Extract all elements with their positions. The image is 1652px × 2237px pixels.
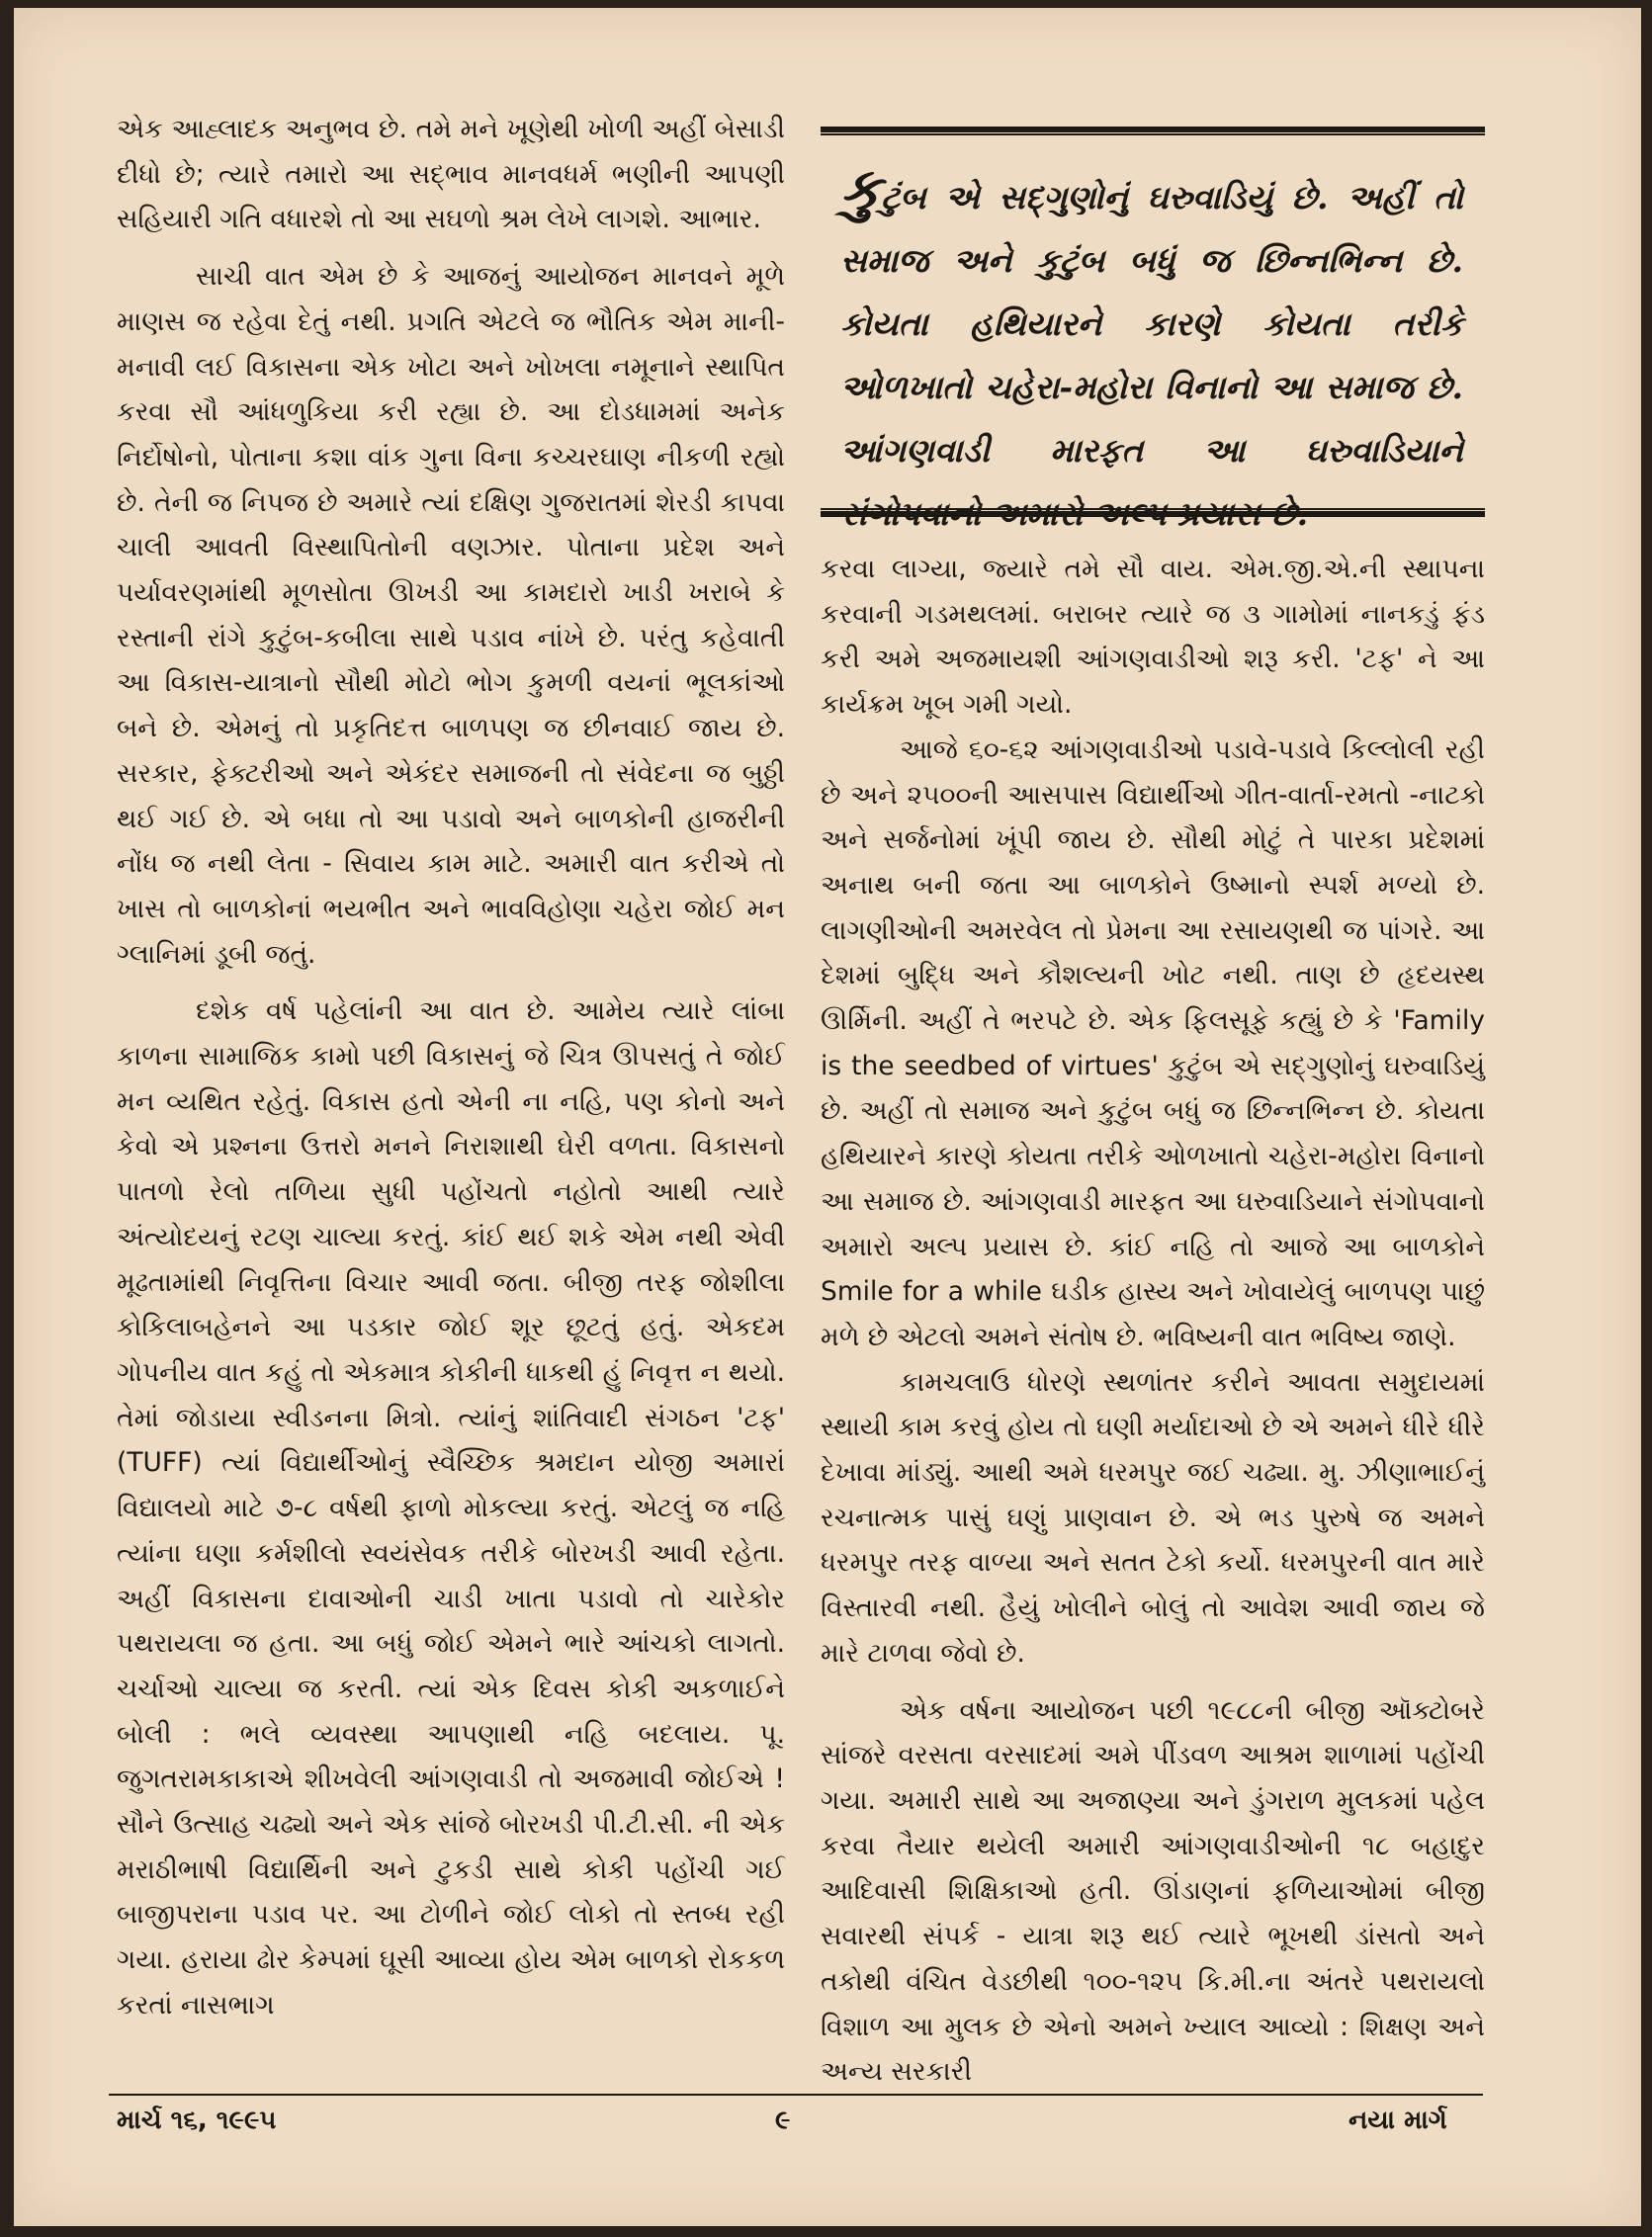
footer-date: માર્ચ ૧૬, ૧૯૯૫: [117, 2106, 277, 2135]
drop-cap: કુ: [840, 155, 881, 222]
footer-rule: [109, 2094, 1483, 2096]
pull-quote-box: [821, 127, 1485, 533]
paragraph: કામચલાઉ ધોરણે સ્થળાંતર કરીને આવતા સમુદાયમાં સ્થાયી કામ કરવું હોય તો ઘણી મર્યાદાઓ છે એ અમને ધીરે ધીરે દેખાવા માંડ્યું. આથી અમે ધરમપુર જઈ ચઢ્યા. મુ. ઝીણાભાઈનું રચનાત્મક પાસું ઘણું પ્રાણવાન છે. એ ભડ પુરુષે જ અમને ધરમપુર તરફ વાળ્યા અને સતત ટેકો કર્યો. ધરમપુરની વાત મારે વિસ્તારવી નથી. હૈયું ખોલીને બોલું તો આવેશ આવી જાય જે મારે ટાળવા જેવો છે.: [821, 1366, 1485, 1669]
right-column: [821, 547, 1485, 2095]
left-column: [117, 107, 785, 2028]
paragraph: એક વર્ષના આયોજન પછી ૧૯૮૮ની બીજી ઑક્ટોબરે સાંજરે વરસતા વરસાદમાં અમે પીંડવળ આશ્રમ શાળામાં પહોંચી ગયા. અમારી સાથે આ અજાણ્યા અને ડુંગરાળ મુલકમાં પહેલ કરવા તૈયાર થયેલી અમારી આંગણવાડીઓની ૧૮ બહાદુર આદિવાસી શિક્ષિકાઓ હતી. ઊંડાણનાં ફળિયાઓમાં બીજી સવારથી સંપર્ક - યાત્રા શરૂ થઈ ત્યારે ભૂખથી ડાંસતો અને તકોથી વંચિત વેડછીથી ૧૦૦-૧૨૫ કિ.મી.ના અંતરે પથરાયલો વિશાળ આ મુલક છે એનો અમને ખ્યાલ આવ્યો : શિક્ષણ અને અન્ય સરકારી: [821, 1694, 1485, 2088]
paragraph: સાચી વાત એમ છે કે આજનું આયોજન માનવને મૂળે માણસ જ રહેવા દેતું નથી. પ્રગતિ એટલે જ ભૌતિક એમ માની-મનાવી લઈ વિકાસના એક ખોટા અને ખોખલા નમૂનાને સ્થાપિત કરવા સૌ આંધળુકિયા કરી રહ્યા છે. આ દોડધામમાં અનેક નિર્દોષોનો, પોતાના કશા વાંક ગુના વિના કચ્ચરઘાણ નીકળી રહ્યો છે. તેની જ નિપજ છે અમારે ત્યાં દક્ષિણ ગુજરાતમાં શેરડી કાપવા ચાલી આવતી વિસ્થાપિતોની વણઝાર. પોતાના પ્રદેશ અને પર્યાવરણમાંથી મૂળસોતા ઊખડી આ કામદારો ખાડી ખરાબે કે રસ્તાની રાંગે કુટુંબ-કબીલા સાથે પડાવ નાંખે છે. પરંતુ કહેવાતી આ વિકાસ-યાત્રાનો સૌથી મોટો ભોગ કુમળી વયનાં ભૂલકાંઓ બને છે. એમનું તો પ્રકૃતિદત્ત બાળપણ જ છીનવાઈ જાય છે. સરકાર, ફેક્ટરીઓ અને એકંદર સમાજની તો સંવેદના જ બુઠ્ઠી થઈ ગઈ છે. એ બધા તો આ પડાવો અને બાળકોની હાજરીની નોંધ જ નથી લેતા - સિવાય કામ માટે. અમારી વાત કરીએ તો ખાસ તો બાળકોનાં ભયભીત અને ભાવવિહોણા ચહેરા જોઈ મન ગ્લાનિમાં ડૂબી જતું.: [117, 261, 785, 970]
double-rule-bottom: [821, 508, 1485, 517]
pull-quote-body: ટુંબ એ સદ્ગુણોનું ઘરુવાડિયું છે. અહીં તો સમાજ અને કુટુંબ બધું જ છિન્નભિન્ન છે. કોયતા હથિયારને કારણે કોયતા તરીકે ઓળખાતો ચહેરા-મહોરા વિનાનો આ સમાજ છે. આંગણવાડી મારફત આ ઘરુવાડિયાને સંગોપવાનો અમારો અલ્પ પ્રયાસ છે.: [840, 178, 1463, 533]
paragraph: આજે ૬૦-૬૨ આંગણવાડીઓ પડાવે-પડાવે કિલ્લોલી રહી છે અને ૨૫૦૦ની આસપાસ વિદ્યાર્થીઓ ગીત-વાર્તા-રમતો -નાટકો અને સર્જનોમાં ખૂંપી જાય છે. સૌથી મોટું તે પારકા પ્રદેશમાં અનાથ બની જતા આ બાળકોને ઉષ્માનો સ્પર્શ મળ્યો છે. લાગણીઓની અમરવેલ તો પ્રેમના આ રસાયણથી જ પાંગરે. આ દેશમાં બુદ્ધિ અને કૌશલ્યની ખોટ નથી. તાણ છે હૃદયસ્થ ઊર્મિની. અહીં તે ભરપટે છે. એક ફિલસૂફે કહ્યું છે કે 'Family is the seedbed of virtues' કુટુંબ એ સદ્ગુણોનું ઘરુવાડિયું છે. અહીં તો સમાજ અને કુટુંબ બધું જ છિન્નભિન્ન છે. કોયતા હથિયારને કારણે કોયતા તરીકે ઓળખાતો ચહેરા-મહોરા વિનાનો આ સમાજ છે. આંગણવાડી મારફત આ ઘરુવાડિયાને સંગોપવાનો અમારો અલ્પ પ્રયાસ છે. કાંઈ નહિ તો આજે આ બાળકોને Smile for a while ઘડીક હાસ્ય અને ખોવાયેલું બાળપણ પાછું મળે છે એટલો અમને સંતોષ છે. ભવિષ્યની વાત ભવિષ્ય જાણે.: [821, 733, 1485, 1352]
page-number: ૯: [775, 2106, 791, 2135]
double-rule-top: [821, 127, 1485, 135]
magazine-page: [14, 8, 1641, 2226]
paragraph: એક આહ્લાદક અનુભવ છે. તમે મને ખૂણેથી ખોળી અહીં બેસાડી દીધો છે; ત્યારે તમારો આ સદ્ભાવ માનવધર્મ ભણીની આપણી સહિયારી ગતિ વધારશે તો આ સઘળો શ્રમ લેખે લાગશે. આભાર.: [117, 114, 785, 235]
publication-name: નયા માર્ગ: [1348, 2106, 1447, 2135]
pull-quote-text: [840, 155, 1463, 546]
paragraph: દશેક વર્ષ પહેલાંની આ વાત છે. આમેય ત્યારે લાંબા કાળના સામાજિક કામો પછી વિકાસનું જે ચિત્ર ઊપસતું તે જોઈ મન વ્યથિત રહેતું. વિકાસ હતો એની ના નહિ, પણ કોનો અને કેવો એ પ્રશ્નના ઉત્તરો મનને નિરાશાથી ઘેરી વળતા. વિકાસનો પાતળો રેલો તળિયા સુધી પહોંચતો નહોતો આથી ત્યારે અંત્યોદયનું રટણ ચાલ્યા કરતું. કાંઈ થઈ શકે એમ નથી એવી મૂઢતામાંથી નિવૃત્તિના વિચાર આવી જતા. બીજી તરફ જોશીલા કોકિલાબહેનને આ પડકાર જોઈ શૂર છૂટતું હતું. એકદમ ગોપનીય વાત કહું તો એકમાત્ર કોકીની ધાકથી હું નિવૃત્ત ન થયો. તેમાં જોડાયા સ્વીડનના મિત્રો. ત્યાંનું શાંતિવાદી સંગઠન 'ટફ' (TUFF) ત્યાં વિદ્યાર્થીઓનું સ્વૈચ્છિક શ્રમદાન યોજી અમારાં વિદ્યાલયો માટે ૭-૮ વર્ષથી ફાળો મોકલ્યા કરતું. એટલું જ નહિ ત્યાંના ઘણા કર્મશીલો સ્વયંસેવક તરીકે બોરખડી આવી રહેતા. અહીં વિકાસના દાવાઓની ચાડી ખાતા પડાવો તો ચારેકોર પથરાયલા જ હતા. આ બધું જોઈ એમને ભારે આંચકો લાગતો. ચર્ચાઓ ચાલ્યા જ કરતી. ત્યાં એક દિવસ કોકી અકળાઈને બોલી : ભલે વ્યવસ્થા આપણાથી નહિ બદલાય. પૂ. જુગતરામકાકાએ શીખવેલી આંગણવાડી તો અજમાવી જોઈએ ! સૌને ઉત્સાહ ચઢ્યો અને એક સાંજે બોરખડી પી.ટી.સી. ની એક મરાઠીભાષી વિદ્યાર્થિની અને ટુકડી સાથે કોકી પહોંચી ગઈ બાજીપરાના પડાવ પર. આ ટોળીને જોઈ લોકો તો સ્તબ્ધ રહી ગયા. હરાયા ઢોર કેમ્પમાં ઘૂસી આવ્યા હોય એમ બાળકો રોકકળ કરતાં નાસભાગ: [117, 995, 785, 2021]
paragraph: કરવા લાગ્યા, જ્યારે તમે સૌ વાય. એમ.જી.એ.ની સ્થાપના કરવાની ગડમથલમાં. બરાબર ત્યારે જ ૩ ગામોમાં નાનકડું ફંડ કરી અમે અજમાયશી આંગણવાડીઓ શરૂ કરી. 'ટફ' ને આ કાર્યક્રમ ખૂબ ગમી ગયો.: [821, 554, 1485, 721]
